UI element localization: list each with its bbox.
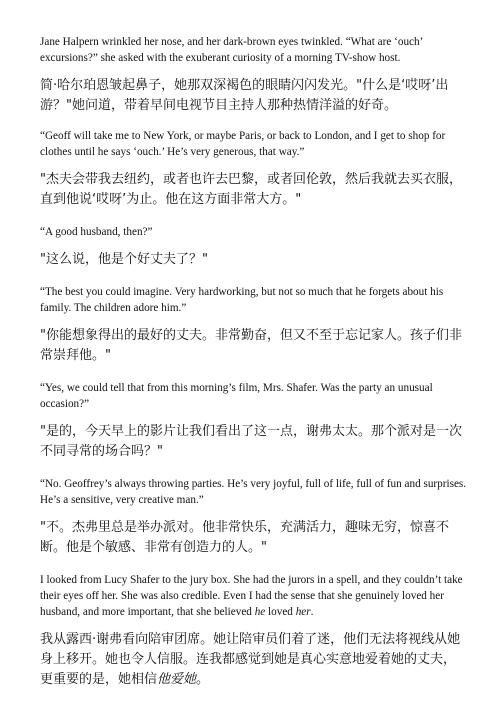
english-paragraph-1: Jane Halpern wrinkled her nose, and her dark-brown eyes twinkled. “What are ‘ouch’ excursions?” she asked with the exuberant curiosity of a morning TV-show host. (40, 36, 423, 64)
english-paragraph-3: “A good husband, then?” (40, 226, 153, 238)
english-paragraph-4: “The best you could imagine. Very hardworking, but not so much that he forgets about his family. The children adore him.” (40, 286, 444, 314)
english-emphasis-he: he (254, 606, 266, 618)
chinese-paragraph-3: "这么说，他是个好丈夫了？" (40, 252, 208, 267)
chinese-paragraph-4: "你能想象得出的最好的丈夫。非常勤奋，但又不至于忘记家人。孩子们非常崇拜他。" (40, 328, 462, 363)
english-paragraph-5: “Yes, we could tell that from this morning’s film, Mrs. Shafer. Was the party an unusual occasion?” (40, 382, 433, 410)
english-emphasis-her: her (295, 606, 311, 618)
chinese-emphasis: 他爱她 (157, 672, 197, 687)
chinese-paragraph-7-end: 。 (196, 672, 210, 687)
chinese-paragraph-1: 简·哈尔珀恩皱起鼻子，她那双深褐色的眼睛闪闪发光。"什么是‘哎呀’出游？"她问道，带着早间电视节目主持人那种热情洋溢的好奇。 (40, 78, 449, 113)
english-paragraph-7-end: . (310, 606, 314, 618)
english-paragraph-7 (40, 572, 468, 620)
english-paragraph-2: “Geoff will take me to New York, or maybe Paris, or back to London, and I get to shop for clothes until he says ‘ouch.’ He’s very generous, that way.” (40, 130, 446, 158)
chinese-paragraph-2: "杰夫会带我去纽约，或者也许去巴黎，或者回伦敦，然后我就去买衣服，直到他说‘哎呀’为止。他在这方面非常大方。" (40, 172, 462, 207)
chinese-paragraph-7-text: 我从露西·谢弗看向陪审团席。她让陪审员们着了迷，他们无法将视线从她身上移开。她也令人信服。连我都感觉到她是真心实意地爱着她的丈夫，更重要的是，她相信 (40, 632, 461, 687)
chinese-paragraph-5: "是的，今天早上的影片让我们看出了这一点，谢弗太太。那个派对是一次不同寻常的场合吗？" (40, 424, 462, 459)
english-paragraph-7-mid: loved (265, 606, 296, 618)
english-paragraph-7-text: I looked from Lucy Shafer to the jury box. She had the jurors in a spell, and they couldn’t take their eyes off her. She was also credible. Even I had the sense that she genuinely loved her husband, and more important, that she believed (40, 574, 463, 618)
chinese-paragraph-6: "不。杰弗里总是举办派对。他非常快乐，充满活力，趣味无穷，惊喜不断。他是个敏感、非常有创造力的人。" (40, 520, 449, 555)
chinese-paragraph-7 (40, 630, 468, 690)
english-paragraph-6: “No. Geoffrey’s always throwing parties. He’s very joyful, full of life, full of fun and surprises. He’s a sensitive, very creative man.” (40, 478, 467, 506)
bilingual-text-page (40, 34, 468, 690)
